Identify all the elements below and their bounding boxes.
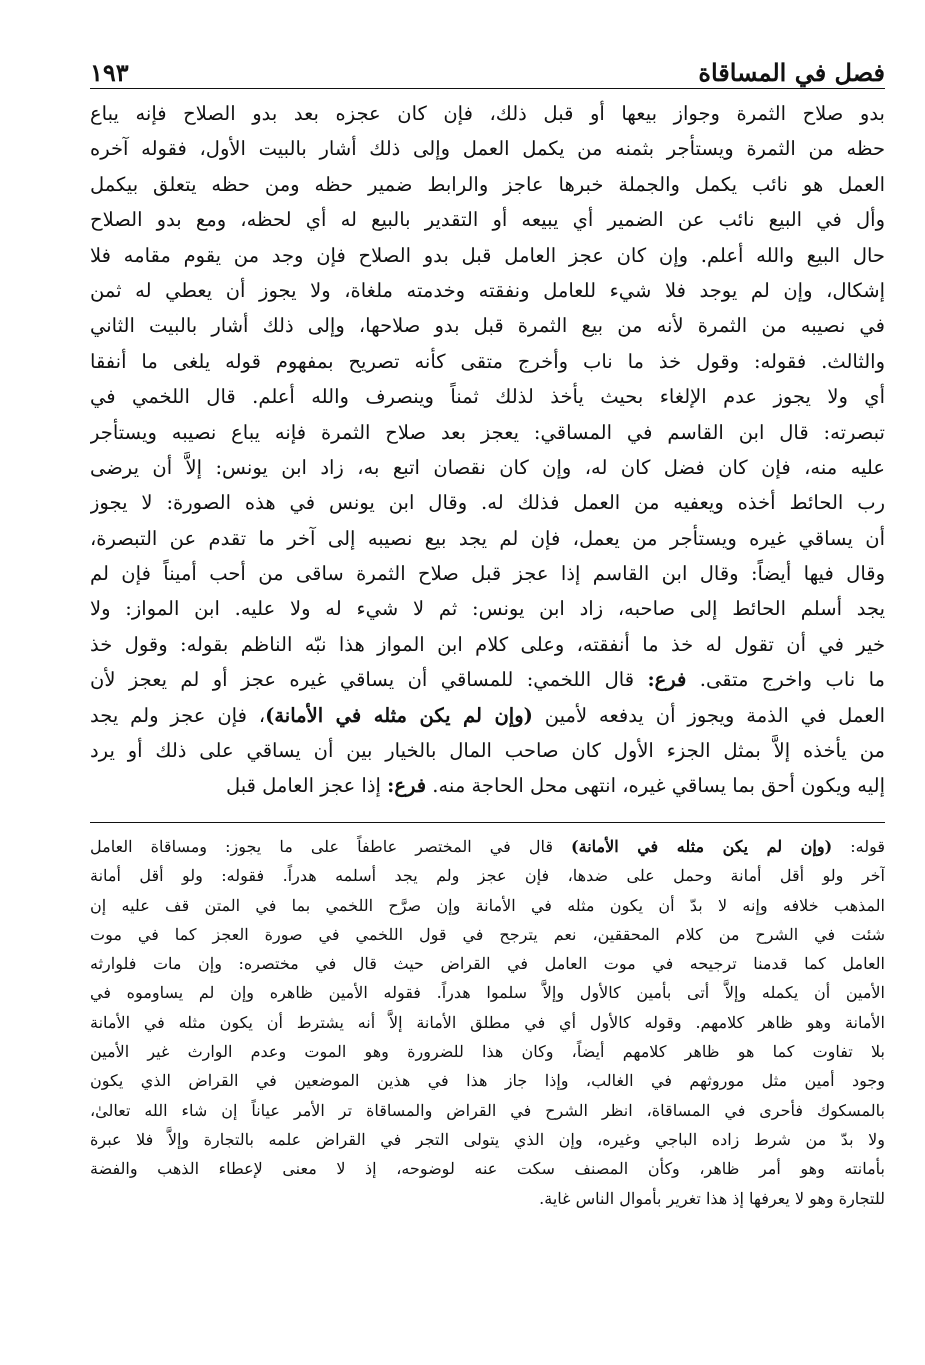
text-line: إشكال، وإن لم يوجد فلا شيء للعامل ونفقته وخدمته ملغاة، ولا يجوز أن يعطي له ثمن <box>90 278 885 302</box>
footnote-rule <box>90 822 885 823</box>
text-line: رب الحائط أخذه ويعفيه من العمل فذلك له. وقال ابن يونس في هذه الصورة: لا يجوز <box>90 491 885 515</box>
text-line: بأمانته وهو أمر ظاهر، وكأن المصنف سكت عنه لوضوحه، إذ لا معنى لإعطاء الذهب والفضة <box>90 1159 885 1179</box>
text-line: وجود أمين مثل موروثهم في الغالب، وإذا جاز هذا في هذين الموضعين في القراض الذي يكون <box>90 1071 885 1091</box>
text-line: وأل في البيع نائب عن الضمير أي يبيعه أو التقدير بالبيع له أي لحظه، ومع بدو الصلاح <box>90 208 885 232</box>
text-line: العمل هو نائب يكمل والجملة خبرها عاجز والرابط ضمير حظه ومن حظه يتعلق بيكمل <box>90 172 885 196</box>
text-line: حظه من الثمرة ويستأجر بثمنه من يكمل العمل وإلى ذلك أشار بالبيت الأول، فقوله آخره <box>90 137 885 161</box>
chapter-title: فصل في المساقاة <box>698 58 885 87</box>
text-line: للتجارة وهو لا يعرفها إذ هذا تغرير بأموال الناس غاية. <box>539 1188 885 1208</box>
text-line: آخر ولو أقل أمانة وحمل على ضدها، فإن عجز ولم يجد أسلمه هدراً. فقوله: ولو أقل أمانة <box>90 866 885 886</box>
text-line: بالمسكوك فأحرى في المساقاة، انظر الشرح في القراض والمساقاة تر الأمر عياناً إن شاء الله تعالىٰ، <box>90 1100 885 1120</box>
text-line: شئت في الشرح من كلام المحققين، نعم يترجح في قول اللخمي في صورة العجز كما في موت <box>90 924 885 944</box>
text-line: قوله: (وإن لم يكن مثله في الأمانة) قال في المختصر عاطفاً على ما يجوز: ومساقاة العامل <box>90 837 885 856</box>
text-line: تبصرته: قال ابن القاسم في المساقي: يعجز بعد صلاح الثمرة فإنه يباع نصيبه ويستأجر <box>90 420 885 444</box>
text-line: العمل في الذمة ويجوز أن يدفعه لأمين (وإن لم يكن مثله في الأمانة)، فإن عجز ولم يجد <box>90 703 885 727</box>
text-line: بدو صلاح الثمرة وجواز بيعها أو قبل ذلك، فإن كان عجزه بعد بدو الصلاح فإنه يباع <box>90 102 885 125</box>
text-line: أي ولا يجوز عدم الإلغاء بحيث يأخذ لذلك ثمناً وينصرف والله أعلم. قال اللخمي في <box>90 385 885 409</box>
text-line: ما ناب واخرج متقى. فرع: قال اللخمي: للمساقي أن يساقي غيره عجز أو لم يعجز لأن <box>90 668 885 692</box>
main-text <box>90 96 885 804</box>
text-line: الأمانة وهو ظاهر كلامهم. وقوله كالأول أي في مطلق الأمانة إلاَّ أنه يشترط أن يكون مثله في الأمانة <box>90 1012 885 1032</box>
text-line: أن يساقي غيره ويستأجر من يعمل، فإن لم يجد بيع نصيبه إلى آخر ما تقدم عن التبصرة، <box>90 526 885 550</box>
text-line: العامل كما قدمنا ترجيحه في موت العامل في القراض حيث قال في مختصره: وإن مات فلوارثه <box>90 954 885 974</box>
text-line: بلا تفاوت كما هو ظاهر كلامهم أيضاً، وكان هذا للضرورة وهو الموت وعدم الوارث غير الأمين <box>90 1042 885 1062</box>
text-line: خير في أن تقول له خذ ما أنفقته، وعلى كلام ابن المواز هذا نبّه الناظم بقوله: وقول خذ <box>90 632 885 656</box>
footnote <box>90 832 885 1213</box>
text-line: الأمين أن يكمله وإلاَّ أتى بأمين كالأول وإلاَّ سلموا هدراً. فقوله الأمين ظاهره وإن لم يساوموه في <box>90 983 885 1003</box>
page-number: ١٩٣ <box>90 58 129 87</box>
text-line: المذهب خلافه وإنه لا بدّ أن يكون مثله في الأمانة وإن صرَّح اللخمي بما في المتن قف عليه إن <box>90 895 885 915</box>
text-line: في نصيبه من الثمرة لأنه من بيع الثمرة قبل بدو صلاحها، وإلى ذلك أشار بالبيت الثاني <box>90 314 885 338</box>
running-header <box>90 50 885 88</box>
text-line: يجد أسلم الحائط إلى صاحبه، زاد ابن يونس: ثم لا شيء له ولا عليه. ابن المواز: ولا <box>90 597 885 621</box>
text-line: عليه منه، فإن كان فضل كان له، وإن كان نقصان اتبع به، زاد ابن يونس: إلاَّ أن يرضى <box>90 455 885 479</box>
text-line: إليه ويكون أحق بما يساقي غيره، انتهى محل الحاجة منه. فرع: إذا عجز العامل قبل <box>225 774 885 798</box>
text-line: وقال فيها أيضاً: وقال ابن القاسم إذا عجز قبل صلاح الثمرة ساقى من أحب أميناً فإن لم <box>90 562 885 586</box>
text-line: ولا بدّ من شرط زاده الباجي وغيره، وإن الذي يتولى التجر في القراض علمه بالتجارة وإلاَّ فلا عبرة <box>90 1129 885 1149</box>
header-rule <box>90 88 885 89</box>
text-line: حال البيع والله أعلم. وإن كان عجز العامل قبل بدو الصلاح فإن وجد من يقوم مقامه فلا <box>90 243 885 267</box>
text-line: من يأخذه إلاَّ بمثل الجزء الأول كان صاحب المال بالخيار بين أن يساقي على ذلك أو يرد <box>90 739 885 763</box>
text-line: والثالث. فقوله: وقول خذ ما ناب وأخرج متقى كأنه تصريح بمفهوم قوله يلغى ما أنفقا <box>90 349 885 373</box>
